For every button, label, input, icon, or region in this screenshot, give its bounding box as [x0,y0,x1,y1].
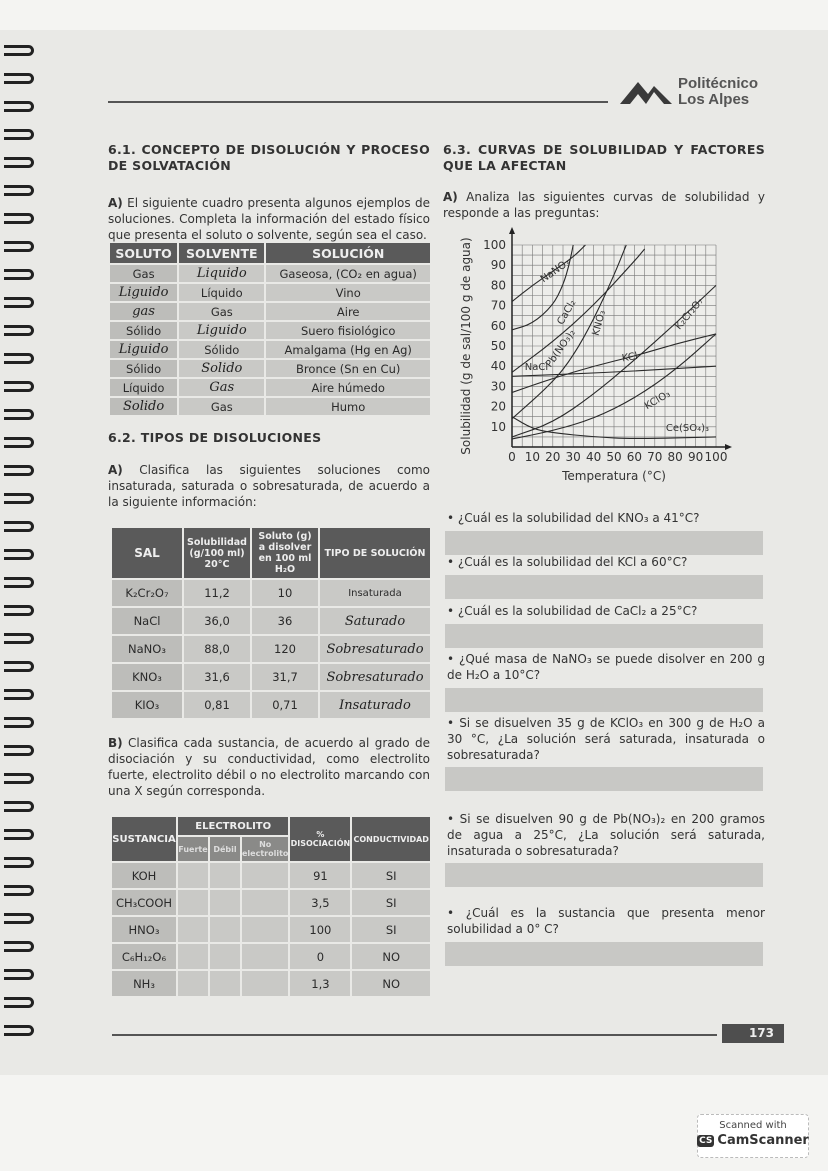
column-header: SUSTANCIA [112,817,176,861]
section-6-2-b-instructions [108,735,430,799]
column-header: ELECTROLITO [178,817,288,835]
spiral-coil [4,269,34,280]
table-row [110,265,430,282]
spiral-coil [4,801,34,812]
x-tick-label: 0 [508,450,516,464]
table-cell: 11,2 [184,580,250,606]
handwritten-answer[interactable]: Gas [179,379,264,396]
column-header: Soluto (g) a disolver en 100 ml H₂O [252,528,318,578]
spiral-coil [4,129,34,140]
table-cell: Gas [179,303,264,320]
spiral-coil [4,241,34,252]
section-6-2-title: 6.2. TIPOS DE DISOLUCIONES [108,430,322,445]
answer-box[interactable] [445,942,763,966]
table-row [112,636,430,662]
table-cell: Insaturada [320,580,430,606]
spiral-coil [4,633,34,644]
answer-box[interactable] [445,624,763,648]
column-header: CONDUCTIVIDAD [352,817,430,861]
spiral-coil [4,549,34,560]
spiral-coil [4,857,34,868]
section-6-3-title: 6.3. CURVAS DE SOLUBILIDAD Y FACTORES QUE LA AFECTAN [443,142,765,173]
table-cell: 36 [252,608,318,634]
spiral-coil [4,745,34,756]
table-cell: K₂Cr₂O₇ [112,580,182,606]
spiral-coil [4,661,34,672]
table-row [112,692,430,718]
column-header: TIPO DE SOLUCIÓN [320,528,430,578]
section-6-1-instructions [108,195,430,243]
series-label: NaNO₃ [538,257,573,286]
handwritten-answer[interactable]: Liguido [110,284,177,301]
table-cell: Gaseosa, (CO₂ en agua) [266,265,430,282]
solute-solvent-table [108,241,432,417]
handwritten-answer[interactable]: Sobresaturado [320,636,430,662]
logo [618,76,758,108]
dissociation-cell: 3,5 [290,890,350,915]
x-tick-label: 70 [647,450,663,464]
spiral-coil [4,381,34,392]
table-cell: Líquido [110,379,177,396]
handwritten-answer[interactable]: Solido [179,360,264,377]
spiral-coil [4,577,34,588]
logo-mountain-icon [618,78,674,106]
badge-line-2: CamScanner [717,1133,809,1148]
spiral-coil [4,913,34,924]
answer-box[interactable] [445,688,763,712]
substance-cell: HNO₃ [112,917,176,942]
spiral-coil [4,493,34,504]
table-cell: Aire [266,303,430,320]
table-cell: KIO₃ [112,692,182,718]
mark-cell-fuerte[interactable] [178,890,208,915]
mark-cell-fuerte[interactable] [178,917,208,942]
mark-cell-debil[interactable] [210,863,240,888]
conductivity-cell: NO [352,971,430,996]
table-cell: 120 [252,636,318,662]
y-tick-label: 50 [490,339,506,353]
section-6-1-title: 6.1. CONCEPTO DE DISOLUCIÓN Y PROCESO DE SOLVATACIÓN [108,142,430,173]
mark-cell-debil[interactable] [210,890,240,915]
table-cell: Suero fisiológico [266,322,430,339]
spiral-coil [4,1025,34,1036]
table-row [110,303,430,320]
table-cell: 0,81 [184,692,250,718]
series-label: CaCl₂ [555,298,579,327]
solution-type-table [110,526,432,720]
table-cell: 31,6 [184,664,250,690]
answer-box[interactable] [445,531,763,555]
table-cell: Gas [179,398,264,415]
mark-cell-no-electrolito[interactable] [242,971,288,996]
mark-cell-no-electrolito[interactable] [242,890,288,915]
spiral-coil [4,213,34,224]
series-label: NaCl [524,362,549,374]
instruction-text: Clasifica las siguientes soluciones como insaturada, saturada o sobresaturada, de acuerdo a la siguiente información: [108,463,430,509]
item-label: A) [443,190,458,204]
spiral-coil [4,689,34,700]
column-header: Débil [210,837,240,861]
y-tick-label: 40 [490,359,506,374]
table-row [112,863,430,888]
question: • ¿Cuál es la solubilidad de CaCl₂ a 25°C? [447,604,698,618]
question: • ¿Cuál es la sustancia que presenta menor solubilidad a 0° C? [447,906,765,936]
question: • Si se disuelven 90 g de Pb(NO₃)₂ en 200 gramos de agua a 25°C, ¿La solución será saturada, insaturada o sobresaturada? [447,812,765,858]
x-tick-label: 10 [524,450,541,464]
conductivity-cell: SI [352,863,430,888]
conductivity-cell: SI [352,917,430,942]
item-label: A) [108,196,123,210]
spiral-coil [4,73,34,84]
spiral-coil [4,325,34,336]
spiral-coil [4,941,34,952]
item-label: A) [108,463,123,477]
column-header: SAL [112,528,182,578]
series-label: K₂Cr₂O₇ [673,296,706,333]
y-tick-label: 10 [490,419,506,434]
instruction-text: El siguiente cuadro presenta algunos ejemplos de soluciones. Completa la información del estado físico que presenta el soluto o solvente, según sea el caso. [108,196,430,242]
series-label: KNO₃ [590,309,609,338]
mark-cell-no-electrolito[interactable] [242,944,288,969]
dissociation-cell: 100 [290,917,350,942]
column-header: SOLUTO [110,243,177,263]
spiral-coil [4,353,34,364]
x-axis-label: Temperatura (°C) [562,469,666,483]
table-cell: 0,71 [252,692,318,718]
spiral-coil [4,437,34,448]
conductivity-cell: NO [352,944,430,969]
question: • Si se disuelven 35 g de KClO₃ en 300 g de H₂O a 30 °C, ¿La solución será saturada, insaturada o sobresaturada? [447,716,765,762]
handwritten-answer[interactable]: Insaturado [320,692,430,718]
section-6-2-instructions [108,462,430,510]
table-cell: Sólido [110,322,177,339]
column-header: No electrolito [242,837,288,861]
table-row [110,341,430,358]
handwritten-answer[interactable]: Liquido [179,265,264,282]
x-tick-label: 60 [626,450,643,464]
question: • ¿Qué masa de NaNO₃ se puede disolver en 200 g de H₂O a 10°C? [447,652,765,682]
spiral-coil [4,185,34,196]
table-row [110,322,430,339]
table-row [110,379,430,396]
instruction-text: Clasifica cada sustancia, de acuerdo al grado de disociación y su conductividad, como electrolito fuerte, electrolito débil o no electrolito marcando con una X según corresponda. [108,736,430,798]
instruction-text: Analiza las siguientes curvas de solubilidad y responde a las preguntas: [443,190,765,220]
y-tick-label: 80 [490,278,506,293]
mark-cell-fuerte[interactable] [178,944,208,969]
substance-cell: CH₃COOH [112,890,176,915]
x-tick-label: 30 [565,450,581,464]
table-row [112,608,430,634]
handwritten-answer[interactable]: Liguido [110,341,177,358]
spiral-coil [4,101,34,112]
conductivity-cell: SI [352,890,430,915]
spiral-binding [0,45,40,1055]
logo-line-2: Los Alpes [678,91,750,108]
y-tick-label: 90 [490,258,506,273]
table-header-row [112,817,430,835]
table-cell: KNO₃ [112,664,182,690]
substance-cell: C₆H₁₂O₆ [112,944,176,969]
spiral-coil [4,521,34,532]
table-cell: 88,0 [184,636,250,662]
table-cell: Líquido [179,284,264,301]
table-cell: Bronce (Sn en Cu) [266,360,430,377]
mark-cell-debil[interactable] [210,971,240,996]
mark-cell-debil[interactable] [210,944,240,969]
spiral-coil [4,773,34,784]
table-cell: 36,0 [184,608,250,634]
table-row [112,917,430,942]
table-row [112,971,430,996]
column-header: SOLVENTE [179,243,264,263]
y-tick-label: 30 [490,379,506,394]
spiral-coil [4,157,34,168]
dissociation-cell: 0 [290,944,350,969]
answer-box[interactable] [445,767,763,791]
camscanner-icon: CS [699,1135,713,1146]
mark-cell-fuerte[interactable] [178,863,208,888]
x-tick-label: 80 [667,450,683,464]
x-tick-label: 100 [704,450,728,464]
question: • ¿Cuál es la solubilidad del KCl a 60°C? [447,555,688,569]
header-rule [108,101,608,103]
spiral-coil [4,465,34,476]
mark-cell-no-electrolito[interactable] [242,917,288,942]
spiral-coil [4,997,34,1008]
spiral-coil [4,969,34,980]
y-tick-label: 100 [483,238,506,252]
table-cell: 10 [252,580,318,606]
solubility-chart [440,225,760,490]
mark-cell-debil[interactable] [210,917,240,942]
logo-line-1: Politécnico [678,75,759,92]
column-header: SOLUCIÓN [266,243,430,263]
substance-cell: KOH [112,863,176,888]
table-cell: Aire húmedo [266,379,430,396]
column-header: Fuerte [178,837,208,861]
item-label: B) [108,736,123,750]
series-label: Ce(SO₄)₃ [665,422,710,434]
table-cell: Sólido [110,360,177,377]
handwritten-answer[interactable]: Sobresaturado [320,664,430,690]
spiral-coil [4,297,34,308]
column-header: % DISOCIACIÓN [290,817,350,861]
handwritten-answer[interactable]: Liguido [179,322,264,339]
camscanner-badge [697,1114,809,1158]
table-cell: Humo [266,398,430,415]
table-row [110,398,430,415]
footer-rule [112,1034,717,1036]
spiral-coil [4,45,34,56]
y-axis-label: Solubilidad (g de sal/100 g de agua) [459,237,473,455]
y-tick-label: 70 [490,298,506,313]
series-label: Pb(NO₃)₂ [543,327,578,370]
answer-box[interactable] [445,863,763,887]
column-header: Solubilidad (g/100 ml) 20°C [184,528,250,578]
table-cell: Sólido [179,341,264,358]
y-tick-label: 20 [490,399,506,414]
spiral-coil [4,717,34,728]
answer-box[interactable] [445,575,763,599]
badge-line-1: Scanned with [719,1120,787,1131]
table-row [110,284,430,301]
mark-cell-fuerte[interactable] [178,971,208,996]
spiral-coil [4,829,34,840]
dissociation-cell: 1,3 [290,971,350,996]
handwritten-answer[interactable]: Solido [110,398,177,415]
electrolyte-table [110,815,432,998]
table-cell: 31,7 [252,664,318,690]
table-cell: Gas [110,265,177,282]
x-tick-label: 20 [545,450,561,464]
handwritten-answer[interactable]: gas [110,303,177,320]
y-tick-label: 60 [490,318,506,333]
spiral-coil [4,885,34,896]
handwritten-answer[interactable]: Saturado [320,608,430,634]
spiral-coil [4,605,34,616]
question: • ¿Cuál es la solubilidad del KNO₃ a 41°C? [447,511,700,525]
table-cell: Vino [266,284,430,301]
table-cell: NaCl [112,608,182,634]
dissociation-cell: 91 [290,863,350,888]
table-row [112,664,430,690]
table-row [112,890,430,915]
table-header-row [110,243,430,263]
table-header-row [112,528,430,578]
y-axis-arrow-icon [509,227,515,234]
table-row [112,580,430,606]
series-label: KClO₃ [642,388,673,413]
x-tick-label: 50 [606,450,622,464]
page-number: 173 [722,1024,784,1043]
x-tick-label: 90 [687,450,704,464]
substance-cell: NH₃ [112,971,176,996]
table-row [112,944,430,969]
mark-cell-no-electrolito[interactable] [242,863,288,888]
spiral-coil [4,409,34,420]
table-cell: Amalgama (Hg en Ag) [266,341,430,358]
table-cell: NaNO₃ [112,636,182,662]
table-row [110,360,430,377]
section-6-3-instructions [443,189,765,221]
series-label: KCl [621,350,639,365]
x-tick-label: 40 [585,450,602,464]
